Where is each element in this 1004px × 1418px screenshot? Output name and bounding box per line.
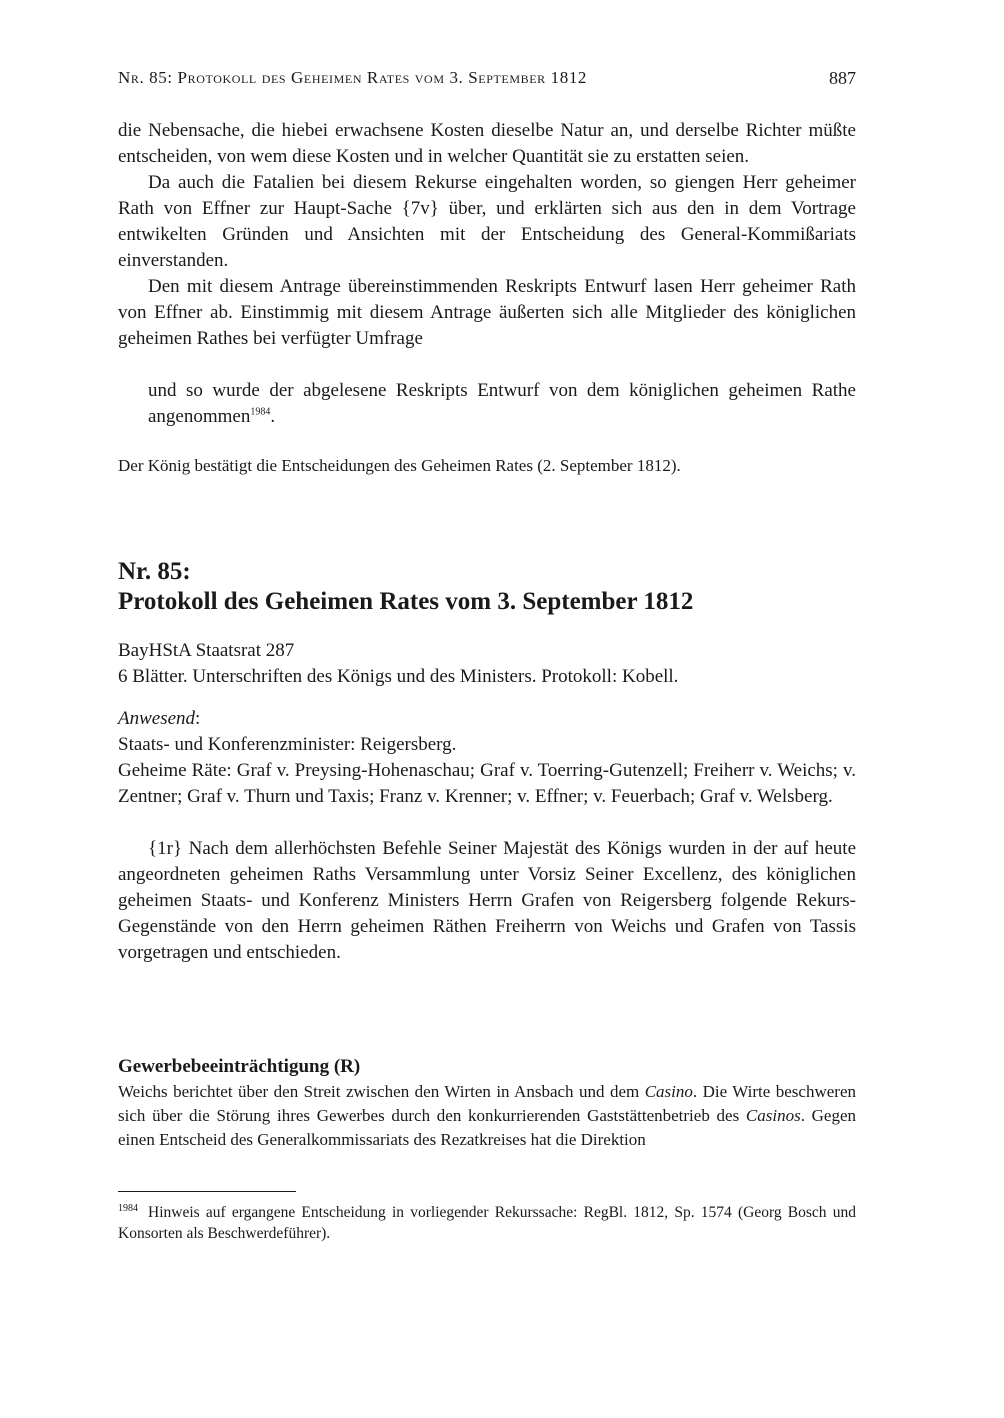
section-heading: Gewerbebeeinträchtigung (R) xyxy=(118,1056,361,1077)
paragraph-fatalien: Da auch die Fatalien bei diesem Rekurse eingehalten worden, so giengen Herr geheimer Rath von Effner zur Haupt-Sache {7v} über, und erklärten sich aus den in dem Vortrage entwikelten Gründen und Ansichten mit der Entscheidung des General-Kommißariats einverstanden. xyxy=(118,172,856,271)
document-body xyxy=(118,638,856,966)
present-label: Anwesend xyxy=(118,708,196,729)
resolution-text: und so wurde der abgelesene Reskripts Entwurf von dem königlichen geheimen Rathe angenommen xyxy=(148,380,856,427)
section-paragraph: Weichs berichtet über den Streit zwischen den Wirten in Ansbach und dem Casino. Die Wirte beschweren sich über die Störung ihres Gewerbes durch den konkurrierenden Gaststättenbetrieb des Casinos. Gegen einen Entscheid des Generalkommissariats des Rezatkreises hat die Direktion xyxy=(118,1082,857,1149)
document-number: Nr. 85: xyxy=(118,558,191,585)
running-head-title: Nr. 85: Protokoll des Geheimen Rates vom 3. September 1812 xyxy=(118,68,588,87)
document-heading: Protokoll des Geheimen Rates vom 3. September 1812 xyxy=(118,588,694,615)
page-number: 887 xyxy=(829,68,856,88)
running-head xyxy=(118,66,856,90)
document-title xyxy=(118,557,856,617)
ministers-line: Staats- und Konferenzminister: Reigersberg. xyxy=(118,734,457,755)
footnote-divider xyxy=(118,1191,296,1192)
footnote-reference: 1984 xyxy=(250,406,271,418)
source-description: 6 Blätter. Unterschriften des Königs und des Ministers. Protokoll: Kobell. xyxy=(118,666,679,687)
resolution-quote: und so wurde der abgelesene Reskripts Entwurf von dem königlichen geheimen Rathe angenommen$^{1984}$. xyxy=(148,380,856,427)
paragraph-antrag: Den mit diesem Antrage übereinstimmenden Reskripts Entwurf lasen Herr geheimer Rath von Effner ab. Einstimmig mit diesem Antrage äußerten sich alle Mitglieder des königlichen geheimen Rathes bei verfügter Umfrage xyxy=(118,276,856,349)
source-signature: BayHStA Staatsrat 287 xyxy=(118,640,295,661)
opening-paragraph: {1r} Nach dem allerhöchsten Befehle Seiner Majestät des Königs wurden in der auf heute angeordneten geheimen Raths Versammlung unter Vorsiz Seiner Excellenz, des königlichen geheimen Staats- und Konferenz Ministers Herrn Grafen von Reigersberg folgende Rekurs-Gegenstände von den Herrn geheimen Räthen Freiherrn von Weichs und Grafen von Tassis vorgetragen und entschieden. xyxy=(118,838,856,963)
section-gewerbe xyxy=(118,1054,856,1152)
councillors-line: Geheime Räte: Graf v. Preysing-Hohenaschau; Graf v. Toerring-Gutenzell; Freiherr v. Weichs; v. Zentner; Graf v. Thurn und Taxis; Franz v. Krenner; v. Effner; v. Feuerbach; Graf v. Welsberg. xyxy=(118,760,856,807)
paragraph-nebensache: die Nebensache, die hiebei erwachsene Kosten dieselbe Natur an, und derselbe Richter müßte entscheiden, von wem diese Kosten und in welcher Quantität sie zu erstatten seien. xyxy=(118,120,856,167)
editorial-note: Der König bestätigt die Entscheidungen des Geheimen Rates (2. September 1812). xyxy=(118,456,681,475)
footnote-number: 1984 xyxy=(118,1202,138,1214)
footnote xyxy=(118,1202,856,1244)
footnote-text: Hinweis auf ergangene Entscheidung in vorliegender Rekurssache: RegBl. 1812, Sp. 1574 (Georg Bosch und Konsorten als Beschwerdeführer). xyxy=(118,1204,856,1242)
continuation-text xyxy=(118,118,856,478)
present-label-line: Anwesend: xyxy=(118,708,201,729)
